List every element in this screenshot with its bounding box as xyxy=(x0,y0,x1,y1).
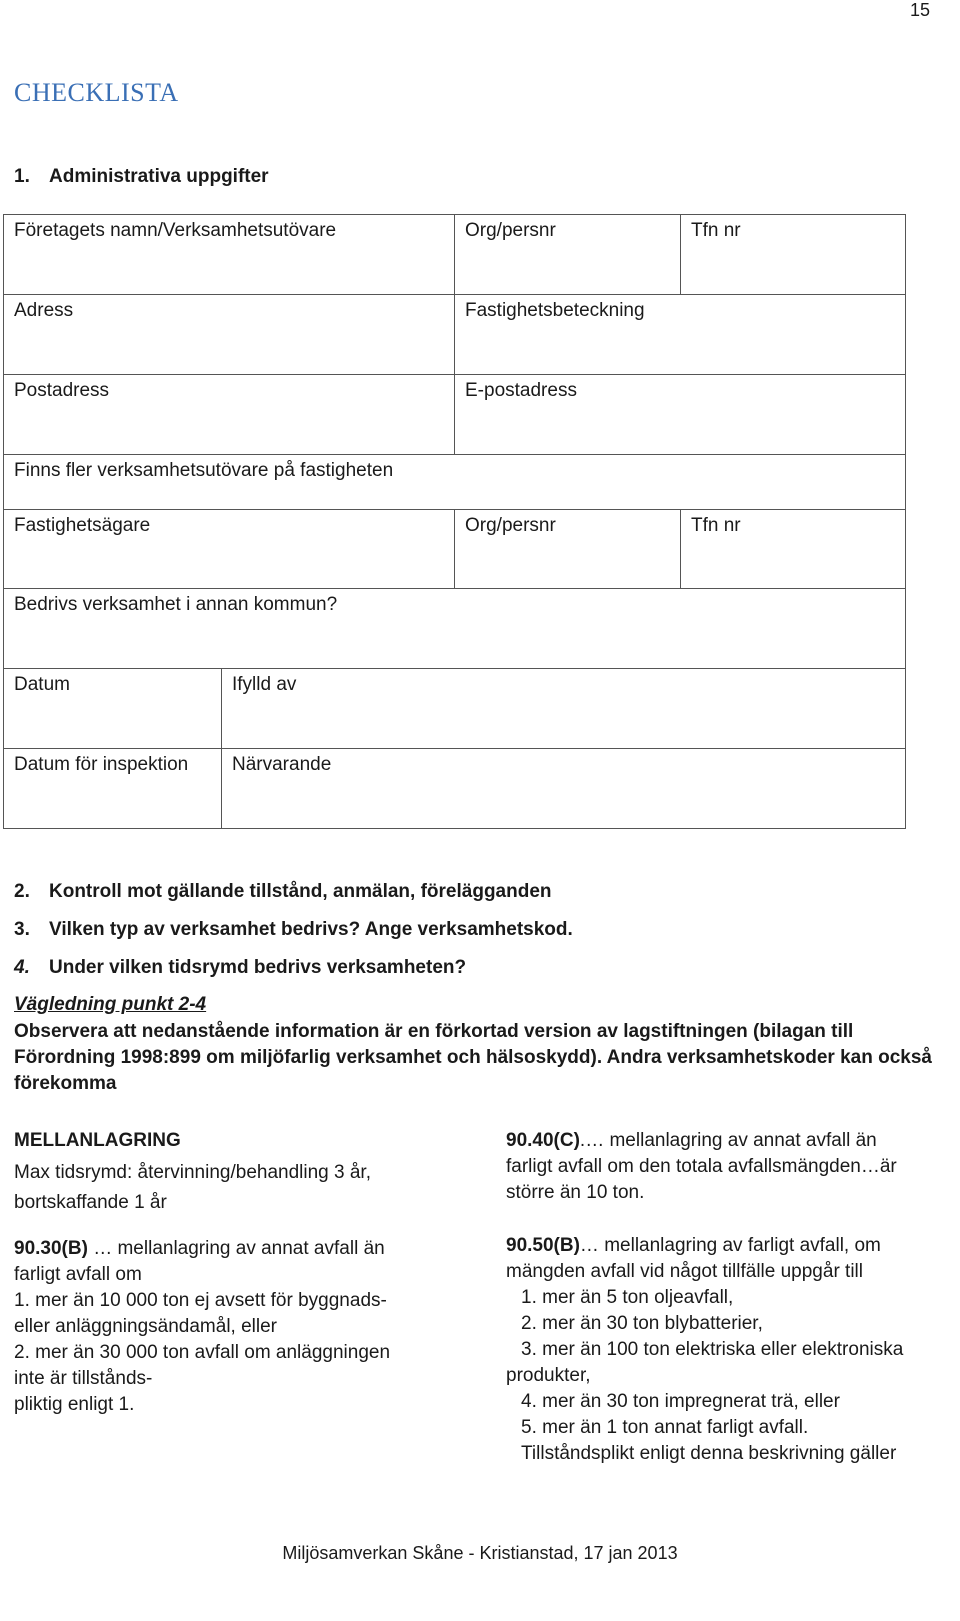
max-tidsrymd-line-1: Max tidsrymd: återvinning/behandling 3 år, xyxy=(14,1162,371,1183)
adress-field[interactable] xyxy=(3,294,455,375)
section-1-title xyxy=(14,166,269,188)
fastighetsagare-field[interactable] xyxy=(3,509,455,589)
annan-kommun-label: Bedrivs verksamhet i annan kommun? xyxy=(14,594,338,615)
section-2-title xyxy=(14,880,552,904)
left-line-2: farligt avfall om xyxy=(14,1264,142,1285)
max-tidsrymd-line-2: bortskaffande 1 år xyxy=(14,1192,167,1213)
epostadress-field[interactable] xyxy=(454,374,906,455)
section-3-label: Vilken typ av verksamhet bedrivs? Ange verksamhetskod. xyxy=(49,919,573,940)
postadress-label: Postadress xyxy=(14,380,110,401)
owner-org-persnr-field[interactable] xyxy=(454,509,681,589)
code-90-50-text: … mellanlagring av farligt avfall, om xyxy=(579,1235,881,1256)
fler-verksamhetsutovare-field[interactable] xyxy=(3,454,906,510)
right-column xyxy=(506,1128,951,1467)
code-90-30: 90.30(B) xyxy=(14,1238,88,1259)
tfn-nr-field[interactable] xyxy=(680,214,906,295)
code-90-50-line xyxy=(506,1233,951,1259)
left-line-6: inte är tillstånds- xyxy=(14,1368,153,1389)
datum-label: Datum xyxy=(14,674,70,695)
right-line-5: mängden avfall vid något tillfälle uppgår till xyxy=(506,1261,863,1282)
right-item-2: 2. mer än 30 ton blybatterier, xyxy=(521,1313,763,1334)
narvarande-field[interactable] xyxy=(221,748,906,829)
right-item-3: 3. mer än 100 ton elektriska eller elektroniska xyxy=(521,1339,904,1360)
right-item-3-cont: produkter, xyxy=(506,1365,591,1386)
section-2-number: 2. xyxy=(14,881,30,902)
left-column xyxy=(14,1128,474,1418)
company-name-label: Företagets namn/Verksamhetsutövare xyxy=(14,220,337,241)
right-item-1: 1. mer än 5 ton oljeavfall, xyxy=(521,1287,734,1308)
fastighetsbeteckning-label: Fastighetsbeteckning xyxy=(465,300,645,321)
left-line-7: pliktig enligt 1. xyxy=(14,1394,135,1415)
page-footer: Miljösamverkan Skåne - Kristianstad, 17 jan 2013 xyxy=(282,1543,678,1563)
section-4-title xyxy=(14,956,466,980)
org-persnr-label: Org/persnr xyxy=(465,220,556,241)
right-line-2: farligt avfall om den totala avfallsmängden…är xyxy=(506,1156,897,1177)
fastighetsagare-label: Fastighetsägare xyxy=(14,515,151,536)
code-90-30-line xyxy=(14,1236,474,1262)
section-1-number: 1. xyxy=(14,166,30,187)
adress-label: Adress xyxy=(14,300,74,321)
owner-org-persnr-label: Org/persnr xyxy=(465,515,556,536)
page-heading: CHECKLISTA xyxy=(14,78,179,107)
owner-tfn-nr-label: Tfn nr xyxy=(691,515,741,536)
section-4-number: 4. xyxy=(14,957,30,978)
section-3-number: 3. xyxy=(14,919,30,940)
code-90-40: 90.40(C) xyxy=(506,1130,580,1151)
fler-verksamhetsutovare-label: Finns fler verksamhetsutövare på fastigheten xyxy=(14,460,394,481)
code-90-30-text: … mellanlagring av annat avfall än xyxy=(87,1238,385,1259)
tfn-nr-label: Tfn nr xyxy=(691,220,741,241)
code-90-50: 90.50(B) xyxy=(506,1235,580,1256)
mellanlagring-title: MELLANLAGRING xyxy=(14,1130,181,1151)
postadress-field[interactable] xyxy=(3,374,455,455)
code-90-40-text: .… mellanlagring av annat avfall än xyxy=(579,1130,877,1151)
datum-field[interactable] xyxy=(3,668,222,749)
section-1-label: Administrativa uppgifter xyxy=(49,166,269,187)
section-2-label: Kontroll mot gällande tillstånd, anmälan, förelägganden xyxy=(49,881,552,902)
page-number: 15 xyxy=(909,0,930,20)
ifylld-av-field[interactable] xyxy=(221,668,906,749)
narvarande-label: Närvarande xyxy=(232,754,332,775)
section-4-label: Under vilken tidsrymd bedrivs verksamheten? xyxy=(49,957,467,978)
left-line-3: 1. mer än 10 000 ton ej avsett för byggnads- xyxy=(14,1290,387,1311)
left-line-5: 2. mer än 30 000 ton avfall om anläggningen xyxy=(14,1342,391,1363)
right-line-3: större än 10 ton. xyxy=(506,1182,645,1203)
ifylld-av-label: Ifylld av xyxy=(232,674,297,695)
left-line-4: eller anläggningsändamål, eller xyxy=(14,1316,278,1337)
company-name-field[interactable] xyxy=(3,214,455,295)
guide-title: Vägledning punkt 2-4 xyxy=(14,994,207,1015)
right-final-line: Tillståndsplikt enligt denna beskrivning gäller xyxy=(521,1443,897,1464)
annan-kommun-field[interactable] xyxy=(3,588,906,669)
guide-text: Observera att nedanstående information är en förkortad version av lagstiftningen (bilagan till Förordning 1998:899 om miljöfarlig verksamhet och hälsoskydd). Andra verksamhetskoder kan också förekomma xyxy=(14,1021,932,1094)
section-3-title xyxy=(14,918,573,942)
right-item-4: 4. mer än 30 ton impregnerat trä, eller xyxy=(521,1391,840,1412)
datum-inspektion-label: Datum för inspektion xyxy=(14,754,189,775)
fastighetsbeteckning-field[interactable] xyxy=(454,294,906,375)
org-persnr-field[interactable] xyxy=(454,214,681,295)
datum-inspektion-field[interactable] xyxy=(3,748,222,829)
epostadress-label: E-postadress xyxy=(465,380,577,401)
right-item-5: 5. mer än 1 ton annat farligt avfall. xyxy=(521,1417,809,1438)
owner-tfn-nr-field[interactable] xyxy=(680,509,906,589)
code-90-40-line xyxy=(506,1128,951,1154)
